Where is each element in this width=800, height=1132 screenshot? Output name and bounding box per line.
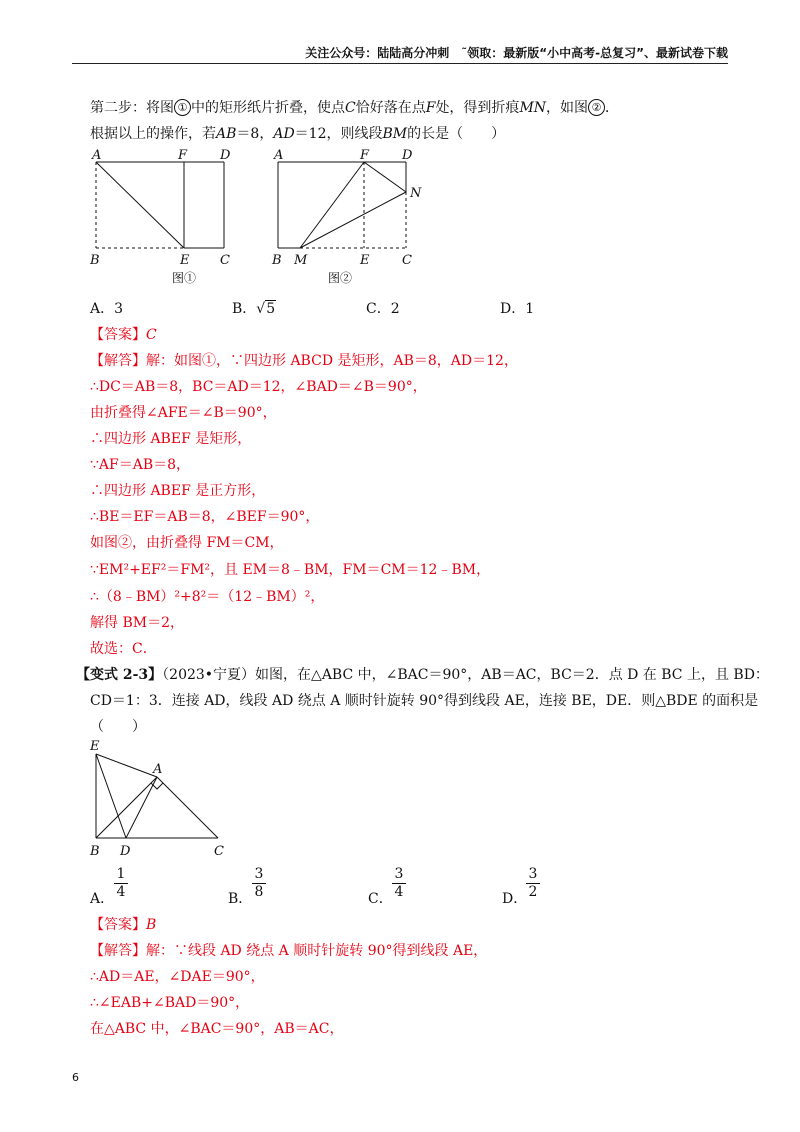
q1-option-a: A．3	[90, 301, 124, 317]
fig2-crease-MN	[300, 192, 406, 248]
fig2-label-D: D	[402, 148, 413, 163]
fig2-edge-MF	[300, 162, 364, 248]
fig1-marker: ①	[174, 99, 191, 116]
fig3-edge-DA	[126, 777, 157, 838]
fig3-label-A: A	[153, 762, 163, 777]
fig3-edge-EA	[96, 754, 157, 777]
fig1-label-B: B	[90, 253, 100, 268]
fig2-label-F: F	[360, 148, 370, 163]
fraction-numerator: 1	[114, 866, 128, 884]
q2-option-c-fraction	[392, 866, 406, 900]
q1-option-b	[232, 298, 276, 318]
fig3-label-B: B	[90, 844, 100, 859]
q1-option-d: D．1	[500, 301, 535, 317]
q1-solution-line: ∴（8﹣BM）²+8²＝（12﹣BM）²，	[90, 589, 325, 605]
fig2-label-E: E	[360, 253, 370, 268]
q1-solution-line: ∴四边形 ABEF 是正方形，	[90, 483, 266, 499]
q1-text: ＝8，	[236, 126, 274, 142]
q1-solution-line: 故选：C．	[90, 641, 157, 657]
q2-answer	[90, 914, 156, 934]
fig2-label-N: N	[410, 186, 422, 201]
q1-solution-line: 由折叠得∠AFE＝∠B＝90°，	[90, 405, 277, 421]
q1-text: 中的矩形纸片折叠，使点	[191, 100, 345, 116]
q1-solution-line: 解得 BM＝2，	[90, 615, 184, 631]
fraction-numerator: 3	[252, 866, 266, 884]
q1-solution-line: ∴DC＝AB＝8，BC＝AD＝12，∠BAD＝∠B＝90°，	[90, 379, 427, 395]
fig1-label-C: C	[220, 253, 230, 268]
q1-stem-line1	[90, 97, 619, 117]
fig1-label-A: A	[92, 148, 102, 163]
fraction-denominator: 8	[254, 884, 264, 900]
q2-option-b-fraction	[252, 866, 266, 900]
q1-solution-line: 如图②，由折叠得 FM＝CM，	[90, 535, 284, 551]
q1-text: ＝12，则线段	[294, 126, 383, 142]
q1-solution-line: ∵AF＝AB＝8，	[90, 457, 191, 473]
q1-solution-line: ∵EM²+EF²＝FM²，且 EM＝8﹣BM，FM＝CM＝12﹣BM，	[90, 562, 491, 578]
q1-text: 第二步：将图	[90, 100, 174, 116]
fig3-label-E: E	[90, 739, 100, 754]
fig1-caption: 图①	[172, 271, 197, 285]
q1-segment: MN	[519, 100, 547, 116]
figure-3	[84, 734, 234, 862]
q1-text: ，如图	[546, 100, 589, 116]
q1-segment: BM	[382, 126, 408, 142]
q2-tag: 【变式 2-3】	[76, 667, 163, 683]
fig3-label-D: D	[120, 844, 131, 859]
q2-option-b-letter: B．	[228, 891, 253, 907]
fig1-label-F: F	[178, 148, 188, 163]
answer-value: C	[146, 327, 157, 343]
fig2-label-M: M	[294, 253, 308, 268]
page-number: 6	[72, 1071, 79, 1084]
fig2-marker: ②	[588, 99, 605, 116]
fig2-caption: 图②	[328, 271, 353, 285]
q2-solution-line: ∴AD＝AE，∠DAE＝90°，	[90, 969, 265, 985]
q1-segment: AB	[216, 126, 237, 142]
q2-stem-line3: （ ）	[90, 719, 146, 735]
answer-value: B	[146, 917, 157, 933]
q1-option-b-letter: B．	[232, 301, 257, 317]
fig3-edge-ED	[96, 754, 126, 838]
q1-text: 恰好落在点	[355, 100, 426, 116]
q1-point: C	[345, 100, 356, 116]
figure-2	[264, 142, 444, 290]
q2-solution-line: ∴∠EAB+∠BAD＝90°，	[90, 995, 250, 1011]
q2-option-a-letter: A．	[90, 891, 115, 907]
q1-solution-line: 【解答】解：如图①，∵四边形 ABCD 是矩形，AB＝8，AD＝12，	[90, 353, 518, 369]
fig1-label-E: E	[180, 253, 190, 268]
answer-tag: 【答案】	[90, 917, 146, 933]
fraction-numerator: 3	[526, 866, 540, 884]
q1-option-b-radicand: 5	[266, 301, 276, 317]
fig2-label-B: B	[272, 253, 282, 268]
fig3-label-C: C	[214, 844, 224, 859]
q2-stem-line2: CD＝1：3．连接 AD，线段 AD 绕点 A 顺时针旋转 90°得到线段 AE，连接 BE，DE．则△BDE 的面积是	[90, 693, 759, 709]
page-header: 关注公众号：陆陆高分冲刺 ˜领取：最新版“小中高考-总复习”、最新试卷下载	[305, 46, 728, 60]
fig1-label-D: D	[220, 148, 231, 163]
fig1-diagonal-AE	[96, 162, 184, 248]
q2-stem-line1	[76, 664, 769, 684]
header-rule	[72, 63, 728, 64]
q1-stem-line2	[90, 123, 505, 143]
fig2-label-C: C	[402, 253, 412, 268]
fraction-denominator: 4	[116, 884, 126, 900]
fraction-denominator: 4	[394, 884, 404, 900]
q2-option-d-letter: D．	[502, 891, 528, 907]
fig3-edge-BA	[96, 777, 157, 838]
q1-solution-line: ∴四边形 ABEF 是矩形，	[90, 431, 252, 447]
q1-text: ．	[605, 100, 620, 116]
q2-text: （2023•宁夏）如图，在△ABC 中，∠BAC＝90°，AB＝AC，BC＝2．点 D 在 BC 上，且 BD：	[162, 667, 769, 683]
figure-1	[80, 142, 250, 290]
q2-solution-line: 【解答】解：∵线段 AD 绕点 A 顺时针旋转 90°得到线段 AE，	[90, 943, 488, 959]
q1-point: F	[425, 100, 436, 116]
q1-option-c: C．2	[366, 301, 400, 317]
fig2-label-A: A	[274, 148, 284, 163]
q1-solution-line: ∴BE＝EF＝AB＝8，∠BEF＝90°，	[90, 509, 320, 525]
q2-option-c-letter: C．	[368, 891, 393, 907]
q1-text: 的长是（ ）	[407, 126, 506, 142]
q2-solution-line: 在△ABC 中，∠BAC＝90°，AB＝AC，	[90, 1021, 344, 1037]
q1-text: 根据以上的操作，若	[90, 126, 216, 142]
q1-text: 处，得到折痕	[435, 100, 520, 116]
fraction-numerator: 3	[392, 866, 406, 884]
answer-tag: 【答案】	[90, 327, 146, 343]
q1-segment: AD	[273, 126, 295, 142]
fig2-edge-FN	[364, 162, 406, 192]
q1-answer	[90, 324, 157, 344]
fig3-edge-AC	[157, 777, 218, 838]
fraction-denominator: 2	[528, 884, 538, 900]
q2-option-d-fraction	[526, 866, 540, 900]
sqrt-icon: √	[256, 301, 266, 317]
q2-option-a-fraction	[114, 866, 128, 900]
